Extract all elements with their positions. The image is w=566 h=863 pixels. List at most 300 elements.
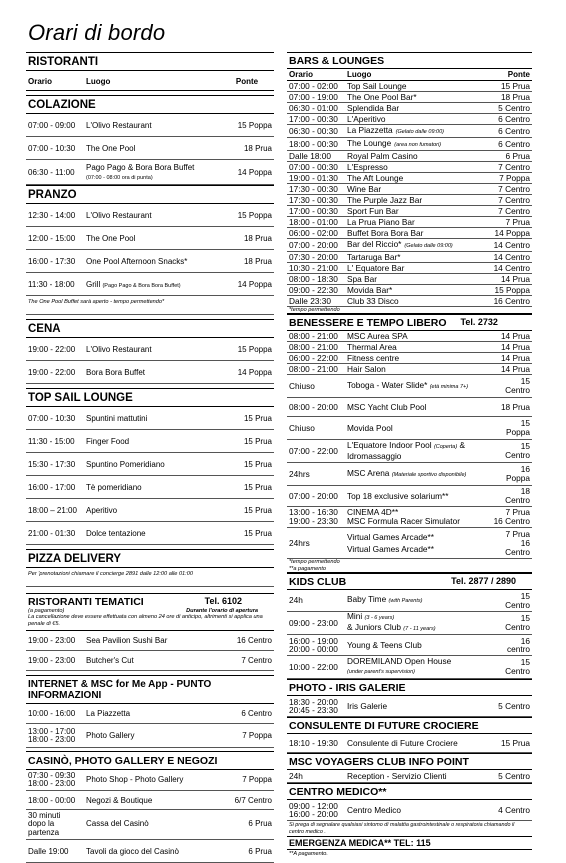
deck: 14 Poppa xyxy=(237,167,272,177)
place-text: Tartaruga Bar* xyxy=(347,252,401,262)
place-text: Top Sail Lounge xyxy=(347,81,407,91)
table-row xyxy=(26,770,274,791)
table-row xyxy=(287,612,532,635)
time: 19:00 - 22:00 xyxy=(28,344,76,354)
place: Butcher's Cut xyxy=(86,656,134,665)
pizza-heading: PIZZA DELIVERY xyxy=(26,549,274,568)
emergency-line: EMERGENZA MEDICA** TEL: 115 xyxy=(287,836,532,850)
deck: 6 Centro xyxy=(241,709,272,718)
deck: 7 Poppa xyxy=(242,775,272,784)
place: Movida Pool xyxy=(347,422,393,433)
table-row xyxy=(26,651,274,671)
deck: 15 Poppa xyxy=(237,120,272,130)
place xyxy=(347,103,480,113)
place-text: The Purple Jazz Bar xyxy=(347,195,423,205)
place-sub: (Gelato dalle 09:00) xyxy=(395,129,444,135)
deck: 16 centro xyxy=(506,635,530,654)
deck: 16 Centro xyxy=(236,636,272,645)
time: 07:00 - 19:00 xyxy=(289,92,338,102)
place xyxy=(347,441,480,461)
time: 18:00 - 00:00 xyxy=(28,795,76,805)
place xyxy=(347,114,480,124)
place xyxy=(347,285,480,295)
table-row xyxy=(287,162,532,173)
place-sub: (età minima 7+) xyxy=(429,383,469,390)
place: Spuntini mattutini xyxy=(86,413,148,423)
place xyxy=(347,81,480,91)
place xyxy=(86,280,238,289)
medico-note-2: **A pagamento. xyxy=(289,851,328,857)
place-text: Splendida Bar xyxy=(347,103,400,113)
place xyxy=(347,184,480,194)
deck: 14 Prua xyxy=(500,364,530,374)
table-row xyxy=(26,137,274,160)
time: 07:30 - 09:30 18:00 - 23:00 xyxy=(28,771,76,788)
time: 07:00 - 10:30 xyxy=(28,413,76,423)
place: Virtual Games Arcade** Virtual Games Arcade** xyxy=(347,532,435,554)
deck: 6 Prua xyxy=(248,819,272,829)
place xyxy=(347,296,480,306)
deck: 6/7 Centro xyxy=(234,795,272,805)
deck: 15 Prua xyxy=(243,482,272,492)
time: 06:30 - 00:30 xyxy=(289,126,338,136)
tematici-title-row xyxy=(28,596,272,608)
table-row xyxy=(287,398,532,417)
time: 08:00 - 21:00 xyxy=(289,364,338,374)
place-text: Sport Fun Bar xyxy=(347,206,399,216)
time: 07:00 - 20:00 xyxy=(289,240,338,250)
header-ponte: Ponte xyxy=(507,70,530,79)
place-text: Grill xyxy=(86,279,101,289)
table-row xyxy=(287,635,532,656)
header-ponte: Ponte xyxy=(235,77,259,86)
time: 15:30 - 17:30 xyxy=(28,459,76,469)
place xyxy=(347,206,480,216)
deck: 7 Centro xyxy=(498,195,530,205)
topsail-heading: TOP SAIL LOUNGE xyxy=(26,388,274,407)
place-text: Royal Palm Casino xyxy=(347,151,418,161)
table-row xyxy=(26,704,274,724)
deck: 5 Centro xyxy=(498,771,530,781)
deck: 4 Centro xyxy=(498,804,530,815)
deck: 7 Poppa xyxy=(499,173,530,183)
time: Dalle 19:00 xyxy=(28,846,69,856)
table-row xyxy=(287,375,532,398)
benessere-tel: Tel. 2732 xyxy=(460,317,498,327)
deck: 16 Poppa xyxy=(506,464,530,483)
deck: 7 Centro xyxy=(498,184,530,194)
time: 12:30 - 14:00 xyxy=(28,210,76,220)
deck: 14 Prua xyxy=(500,331,530,341)
table-row xyxy=(26,250,274,273)
time: 07:00 - 02:00 xyxy=(289,81,338,91)
time: Dalle 23:30 xyxy=(289,296,331,306)
time: 08:00 - 20:00 xyxy=(289,402,338,412)
deck: 18 Prua xyxy=(500,402,530,412)
place: Consulente di Future Crociere xyxy=(347,738,458,748)
time: 30 minuti dopo la partenza xyxy=(28,810,61,837)
table-row xyxy=(287,92,532,103)
place-text: L'Espresso xyxy=(347,162,388,172)
table-row xyxy=(287,800,532,821)
place: Iris Galerie xyxy=(347,700,388,711)
place xyxy=(86,163,238,181)
table-row xyxy=(287,440,532,463)
time: 06:30 - 01:00 xyxy=(289,103,338,113)
table-row xyxy=(287,417,532,440)
table-row xyxy=(287,173,532,184)
table-row xyxy=(287,463,532,486)
place-text: La Piazzetta xyxy=(347,125,393,135)
time: 18:00 – 21:00 xyxy=(28,505,77,515)
deck: 15 Prua xyxy=(243,436,272,446)
place: Bora Bora Buffet xyxy=(86,367,145,377)
deck: 16 Centro xyxy=(493,296,530,306)
place-text-2: & Juniors Club xyxy=(347,622,401,632)
table-row xyxy=(287,81,532,92)
table-row xyxy=(287,263,532,274)
table-row xyxy=(287,195,532,206)
table-row xyxy=(26,273,274,296)
place xyxy=(347,217,480,227)
time: Chiuso xyxy=(289,422,315,433)
time: 24h xyxy=(289,595,303,605)
place xyxy=(347,151,480,161)
table-row xyxy=(287,274,532,285)
place: Top 18 exclusive solarium** xyxy=(347,490,449,501)
time: 07:30 - 20:00 xyxy=(289,252,338,262)
table-row xyxy=(26,338,274,361)
place: Thermal Area xyxy=(347,342,397,352)
deck: 18 Centro xyxy=(505,486,530,505)
deck: 7 Centro xyxy=(498,162,530,172)
deck: 14 Centro xyxy=(493,263,530,273)
deck: 14 Poppa xyxy=(237,279,272,289)
place xyxy=(347,469,480,480)
deck: 14 Prua xyxy=(500,342,530,352)
time: 24h xyxy=(289,771,303,781)
right-column xyxy=(287,52,532,858)
place-text: DOREMILAND Open House xyxy=(347,656,452,666)
table-row xyxy=(287,734,532,753)
time: 16:00 - 17:00 xyxy=(28,482,76,492)
deck: 15 Centro xyxy=(505,657,530,676)
deck: 15 Poppa xyxy=(506,418,530,437)
place: Photo Shop - Photo Gallery xyxy=(86,775,184,784)
kids-heading: KIDS CLUB xyxy=(289,576,347,588)
deck: 15 Centro xyxy=(505,590,530,610)
time: 07:00 - 20:00 xyxy=(289,490,338,501)
place-sub: (Coperta) xyxy=(433,444,458,450)
table-row xyxy=(26,430,274,453)
benessere-note: *tempo permettendo **a pagamento xyxy=(287,559,532,573)
deck: 14 Prua xyxy=(500,353,530,363)
place xyxy=(347,228,480,238)
time: 10:30 - 21:00 xyxy=(289,263,338,273)
place-sub: (3 - 6 years) xyxy=(364,615,395,621)
time: 19:00 - 23:00 xyxy=(28,636,76,645)
time: 11:30 - 15:00 xyxy=(28,436,75,446)
table-row xyxy=(26,361,274,384)
bars-heading: BARS & LOUNGES xyxy=(287,52,532,69)
time: 13:00 - 17:00 18:00 - 23:00 xyxy=(28,726,76,744)
place: Tè pomeridiano xyxy=(86,482,142,492)
table-row xyxy=(26,204,274,227)
deck: 5 Centro xyxy=(498,700,530,711)
place-sub: (with Parents) xyxy=(388,598,423,604)
place-text: Bar del Riccio* xyxy=(347,239,402,249)
place: L'Olivo Restaurant xyxy=(86,210,152,220)
place-text: Movida Bar* xyxy=(347,285,393,295)
benessere-heading: BENESSERE E TEMPO LIBERO xyxy=(289,317,447,329)
deck: 18 Prua xyxy=(243,256,272,266)
table-row xyxy=(287,353,532,364)
table-row xyxy=(287,217,532,228)
time: 06:30 - 11:00 xyxy=(28,167,75,177)
place: Aperitivo xyxy=(86,505,118,515)
deck: 6 Prua xyxy=(505,151,530,161)
place xyxy=(347,195,480,205)
place: Finger Food xyxy=(86,436,130,446)
time: 08:00 - 18:30 xyxy=(289,274,338,284)
time: 09:00 - 23:00 xyxy=(289,617,338,628)
time: 11:30 - 18:00 xyxy=(28,279,75,289)
table-row xyxy=(26,407,274,430)
deck: 14 Poppa xyxy=(237,367,272,377)
deck: 15 Centro xyxy=(505,441,530,460)
place: Spuntino Pomeridiano xyxy=(86,459,165,469)
colazione-heading: COLAZIONE xyxy=(26,95,274,114)
place xyxy=(347,92,480,102)
time: 08:00 - 21:00 xyxy=(289,342,338,352)
place xyxy=(347,657,480,677)
table-row xyxy=(287,696,532,717)
place: Centro Medico xyxy=(347,804,401,815)
pizza-note: Per 'prenotazioni chiamare il concierge 2891 dalle 12:00 alle 01:00 xyxy=(26,568,274,587)
time: 18:00 - 00:30 xyxy=(289,139,338,149)
kids-heading-row xyxy=(287,573,532,590)
page-title: Orari di bordo xyxy=(28,20,166,45)
place xyxy=(347,274,480,284)
place-text: L'Equatore Indoor Pool xyxy=(347,440,432,450)
time: 17:00 - 00:30 xyxy=(289,206,338,216)
time: Dalle 18:00 xyxy=(289,151,331,161)
kids-tel: Tel. 2877 / 2890 xyxy=(451,576,516,586)
table-row xyxy=(26,227,274,250)
deck: 5 Centro xyxy=(498,103,530,113)
deck: 15 Poppa xyxy=(237,344,272,354)
place: Young & Teens Club xyxy=(347,639,422,650)
place xyxy=(347,381,480,392)
voyagers-heading: MSC VOYAGERS CLUB INFO POINT xyxy=(287,753,532,770)
place xyxy=(347,162,480,172)
deck: 18 Prua xyxy=(243,233,272,243)
tematici-tel: Tel. 6102 xyxy=(204,596,242,606)
place: Fitness centre xyxy=(347,353,400,363)
time: 16:00 - 17:30 xyxy=(28,256,76,266)
table-row xyxy=(26,810,274,840)
time: 09:00 - 22:30 xyxy=(289,285,338,295)
table-row xyxy=(287,228,532,239)
place: CINEMA 4D** MSC Formula Racer Simulator xyxy=(347,507,460,526)
deck: 15 Centro xyxy=(505,613,530,632)
place xyxy=(347,252,480,262)
place: Dolce tentazione xyxy=(86,528,146,538)
table-row xyxy=(287,296,532,307)
place-text: L'Aperitivo xyxy=(347,114,386,124)
time: 18:30 - 20:00 20:45 - 23:30 xyxy=(289,696,338,715)
place: The One Pool xyxy=(86,143,136,153)
place: Cassa del Casinò xyxy=(86,819,149,829)
place: Hair Salon xyxy=(347,364,386,374)
left-column xyxy=(26,52,274,863)
time: 21:00 - 01:30 xyxy=(28,528,76,538)
time: 24hrs xyxy=(289,468,310,479)
place: Tavoli da gioco del Casinò xyxy=(86,846,179,856)
time: 10:00 - 22:00 xyxy=(289,661,338,672)
place-text: L' Equatore Bar xyxy=(347,263,405,273)
place-text: La Prua Piano Bar xyxy=(347,217,415,227)
place-sub: (Gelato dalle 09:00) xyxy=(404,243,453,249)
deck: 7 Poppa xyxy=(242,730,272,740)
time: 10:00 - 16:00 xyxy=(28,709,76,718)
bars-list xyxy=(287,81,532,307)
place-sub: (area non fumatori) xyxy=(394,142,442,148)
deck: 15 Prua xyxy=(243,528,272,538)
bars-header-row xyxy=(287,69,532,81)
time: 19:00 - 01:30 xyxy=(289,173,338,183)
table-row xyxy=(26,114,274,137)
time: 09:00 - 12:00 16:00 - 20:00 xyxy=(289,800,338,819)
deck: 15 Prua xyxy=(500,738,530,748)
deck: 15 Prua xyxy=(500,81,530,91)
time: 17:00 - 00:30 xyxy=(289,114,338,124)
deck: 18 Prua xyxy=(500,92,530,102)
tematici-block xyxy=(26,593,274,630)
place: The One Pool xyxy=(86,233,136,243)
place xyxy=(347,173,480,183)
place xyxy=(347,138,480,150)
table-row xyxy=(287,239,532,252)
table-row xyxy=(26,499,274,522)
tematici-heading: RISTORANTI TEMATICI xyxy=(28,596,144,608)
time: 07:00 - 09:00 xyxy=(28,120,76,130)
time: 12:00 - 15:00 xyxy=(28,233,76,243)
cena-heading: CENA xyxy=(26,319,274,338)
time: 16:00 - 19:00 20:00 - 00:00 xyxy=(289,635,338,654)
place: Negozi & Boutique xyxy=(86,795,153,805)
place-sub-2: (7 - 11 years) xyxy=(403,626,436,632)
place-text: Toboga - Water Slide* xyxy=(347,379,428,390)
deck: 14 Prua xyxy=(500,274,530,284)
medico-note: Si prega di segnalare qualsiasi sintomo di malattia gastrointestinale o respiratoria chiamando il centro medico . xyxy=(289,822,515,835)
time: 06:00 - 02:00 xyxy=(289,228,338,238)
deck: 14 Centro xyxy=(493,252,530,262)
deck: 14 Poppa xyxy=(494,228,530,238)
table-row xyxy=(26,630,274,651)
benessere-heading-row xyxy=(287,314,532,331)
table-row xyxy=(287,331,532,342)
time: 17:30 - 00:30 xyxy=(289,195,338,205)
tematici-sub2: Durante l'orario di apertura xyxy=(186,608,258,614)
place-text: The Lounge xyxy=(347,138,392,148)
table-row xyxy=(287,364,532,375)
place: Photo Gallery xyxy=(86,730,135,740)
header-luogo: Luogo xyxy=(86,77,111,86)
place-text: The Aft Lounge xyxy=(347,173,404,183)
table-row xyxy=(26,476,274,499)
bars-note: *tempo permettendo xyxy=(287,307,532,314)
place-text: Buffet Bora Bora Bar xyxy=(347,228,424,238)
time: 24hrs xyxy=(289,537,310,548)
table-row xyxy=(287,342,532,353)
table-row xyxy=(287,206,532,217)
place-sub: (Pago Pago & Bora Bora Buffet) xyxy=(102,282,181,289)
ristoranti-heading: RISTORANTI xyxy=(26,52,274,71)
place-sub: (Materiale sportivo disponibile) xyxy=(391,471,467,478)
internet-heading: INTERNET & MSC for Me App - PUNTO INFORMAZIONI xyxy=(26,675,274,704)
deck: 6 Prua xyxy=(248,846,272,856)
time: 18:10 - 19:30 xyxy=(289,738,338,748)
place-text: Baby Time xyxy=(347,594,387,604)
deck: 14 Centro xyxy=(493,240,530,250)
header-luogo: Luogo xyxy=(347,70,372,79)
place xyxy=(347,263,480,273)
time: 07:00 - 22:00 xyxy=(289,445,338,456)
place: La Piazzetta xyxy=(86,709,131,718)
place: One Pool Afternoon Snacks* xyxy=(86,256,188,266)
place-sub: (07:00 - 08:00 ora di punta) xyxy=(86,175,153,181)
table-row xyxy=(26,522,274,545)
place-text-2: & Idromassaggio xyxy=(347,440,466,461)
table-row xyxy=(287,151,532,162)
deck: 7 Centro xyxy=(498,206,530,216)
table-row xyxy=(26,160,274,185)
table-row xyxy=(287,590,532,612)
table-row xyxy=(287,770,532,783)
pranzo-note: The One Pool Buffet sarà aperto - tempo permettendo* xyxy=(26,296,274,315)
ristoranti-header-row xyxy=(26,71,274,91)
photo-heading: PHOTO - IRIS GALERIE xyxy=(287,679,532,696)
table-row xyxy=(287,528,532,559)
deck: 15 Poppa xyxy=(237,210,272,220)
deck: 7 Prua 16 Centro xyxy=(505,528,530,557)
time: 08:00 - 21:00 xyxy=(289,331,338,341)
table-row xyxy=(287,138,532,151)
time: 13:00 - 16:30 19:00 - 23:30 xyxy=(289,507,338,526)
table-row xyxy=(26,840,274,863)
deck: 15 Poppa xyxy=(494,285,530,295)
pranzo-heading: PRANZO xyxy=(26,185,274,204)
header-orario: Orario xyxy=(289,70,314,79)
place xyxy=(347,239,480,251)
place: Sea Pavilion Sushi Bar xyxy=(86,636,168,645)
place: MSC Yacht Club Pool xyxy=(347,402,427,412)
deck: 15 Centro xyxy=(505,376,530,395)
time: 18:00 - 01:00 xyxy=(289,217,338,227)
place xyxy=(347,612,480,634)
table-row xyxy=(287,656,532,679)
place: MSC Aurea SPA xyxy=(347,331,408,341)
table-row xyxy=(26,453,274,476)
place-text: Pago Pago & Bora Bora Buffet xyxy=(86,163,195,172)
place: L'Olivo Restaurant xyxy=(86,344,152,354)
time: 07:00 - 00:30 xyxy=(289,162,338,172)
deck: 6 Centro xyxy=(498,139,530,149)
time: 17:30 - 00:30 xyxy=(289,184,338,194)
deck: 7 Prua 16 Centro xyxy=(493,507,530,526)
table-row xyxy=(26,791,274,810)
